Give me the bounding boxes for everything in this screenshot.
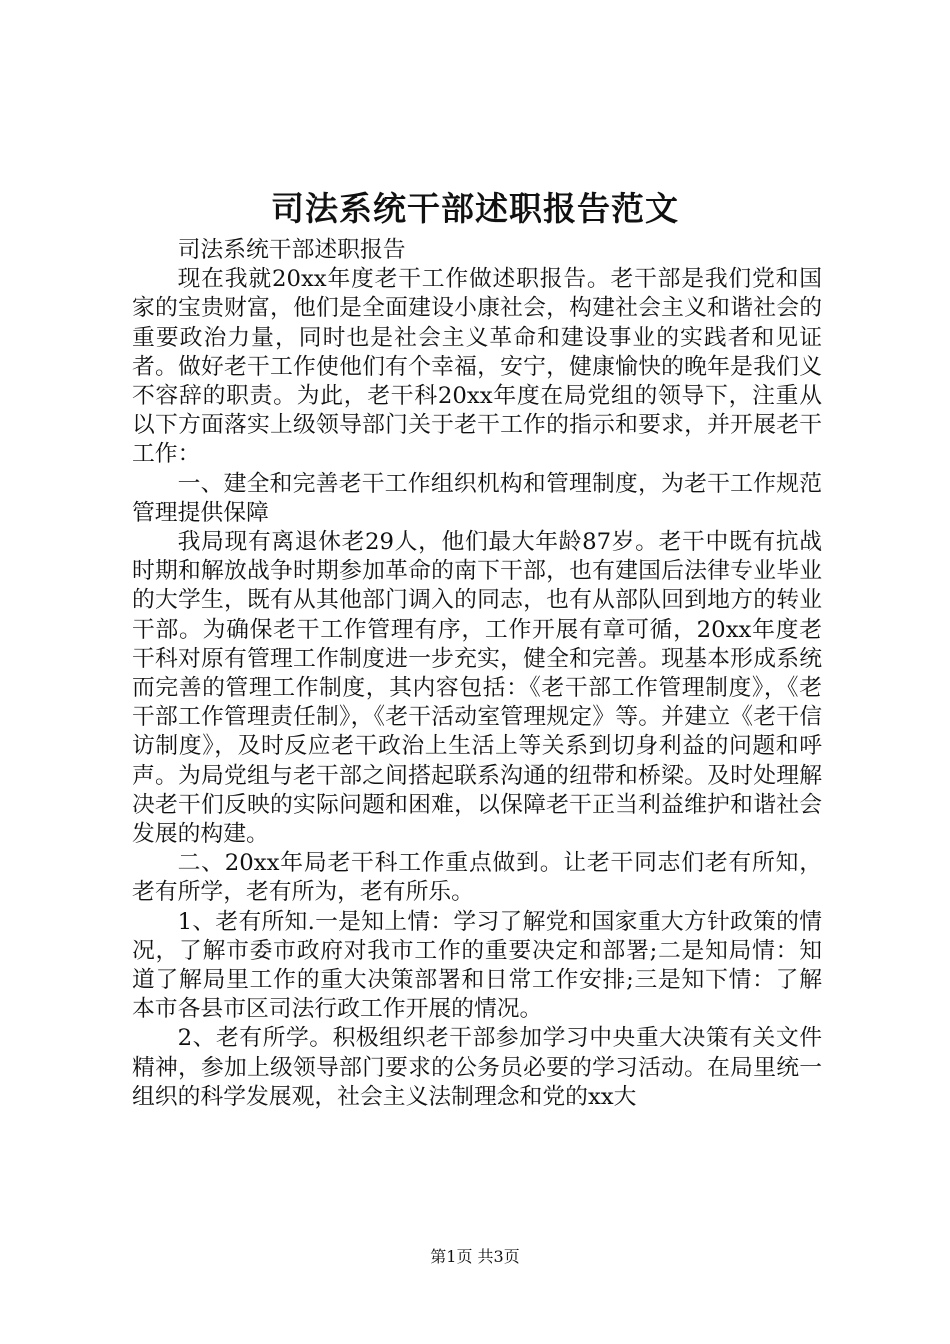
- paragraph-section-1-heading: 一、建全和完善老干工作组织机构和管理制度，为老干工作规范管理提供保障: [132, 470, 822, 526]
- page-footer: 第1页 共3页: [430, 1247, 520, 1266]
- paragraph-subtitle: 司法系统干部述职报告: [177, 237, 406, 263]
- paragraph-intro: 现在我就20xx年度老干工作做述职报告。老干部是我们党和国家的宝贵财富，他们是全面建设小康社会，构建社会主义和谐社会的重要政治力量，同时也是社会主义革命和建设事业的实践者和见证者。做好老干工作使他们有个幸福，安宁，健康愉快的晚年是我们义不容辞的职责。为此，老干科20xx年度在局党组的领导下，注重从以下方面落实上级领导部门关于老干工作的指示和要求，并开展老干工作：: [132, 266, 822, 468]
- paragraph-section-1-body: 我局现有离退休老29人，他们最大年龄87岁。老干中既有抗战时期和解放战争时期参加革命的南下干部，也有建国后法律专业毕业的大学生，既有从其他部门调入的同志，也有从部队回到地方的转业干部。为确保老干工作管理有序，工作开展有章可循，20xx年度老干科对原有管理工作制度进一步充实，健全和完善。现基本形成系统而完善的管理工作制度，其内容包括：《老干部工作管理制度》，《老干部工作管理责任制》，《老干活动室管理规定》等。并建立《老干信访制度》，及时反应老干政治上生活上等关系到切身利益的问题和呼声。为局党组与老干部之间搭起联系沟通的纽带和桥梁。及时处理解决老干们反映的实际问题和困难，以保障老干正当利益维护和谐社会发展的构建。: [132, 529, 822, 848]
- document-title: 司法系统干部述职报告范文: [271, 189, 679, 228]
- paragraph-item-1: 1、老有所知.一是知上情：学习了解党和国家重大方针政策的情况，了解市委市政府对我市工作的重要决定和部署;二是知局情：知道了解局里工作的重大决策部署和日常工作安排;三是知下情：了解本市各县市区司法行政工作开展的情况。: [132, 908, 822, 1023]
- paragraph-item-2: 2、老有所学。积极组织老干部参加学习中央重大决策有关文件精神，参加上级领导部门要求的公务员必要的学习活动。在局里统一组织的科学发展观，社会主义法制理念和党的xx大: [132, 1025, 822, 1110]
- paragraph-section-2-heading: 二、20xx年局老干科工作重点做到。让老干同志们老有所知，老有所学，老有所为，老有所乐。: [132, 850, 822, 906]
- document-body: [132, 236, 822, 1112]
